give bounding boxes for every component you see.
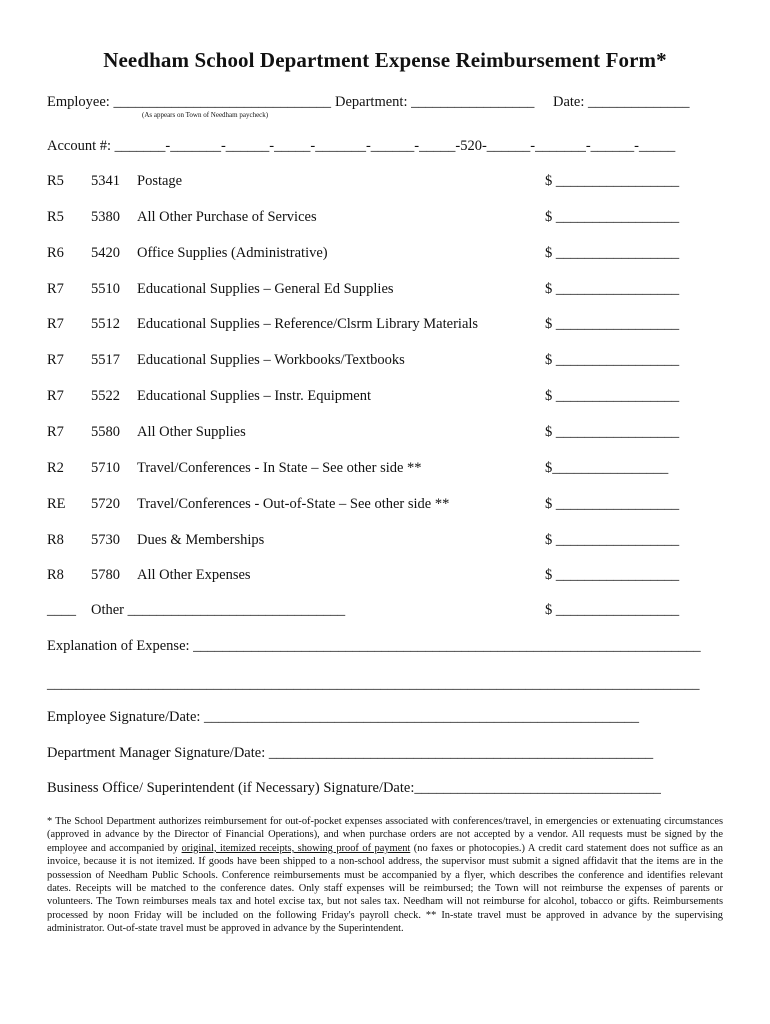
row-amount-field[interactable]: $ _________________ <box>545 532 680 548</box>
row-code: R5 <box>47 209 64 225</box>
manager-signature-field[interactable]: Department Manager Signature/Date: _____________________________________________________ <box>47 745 654 761</box>
row-account-number: 5380 <box>91 209 120 225</box>
other-amount-field[interactable]: $ _________________ <box>545 602 680 618</box>
row-amount-field[interactable]: $ _________________ <box>545 281 680 297</box>
account-number-field[interactable]: Account #: _______-_______-______-_____-_______-______-_____-520-______-_______-______-_____ <box>47 138 676 154</box>
row-code: R8 <box>47 567 64 583</box>
row-account-number: 5420 <box>91 245 120 261</box>
row-code: R7 <box>47 388 64 404</box>
explanation-second-line[interactable]: __________________________________________________________________________________________ <box>47 676 700 692</box>
row-code: R7 <box>47 424 64 440</box>
row-account-number: 5720 <box>91 496 120 512</box>
row-amount-field[interactable]: $ _________________ <box>545 352 680 368</box>
row-account-number: 5512 <box>91 316 120 332</box>
row-account-number: 5710 <box>91 460 120 476</box>
row-description: All Other Purchase of Services <box>137 209 317 225</box>
other-expense-field[interactable]: Other ______________________________ <box>91 602 346 618</box>
row-description: Educational Supplies – Workbooks/Textbooks <box>137 352 405 368</box>
row-code: R7 <box>47 352 64 368</box>
row-amount-field[interactable]: $ _________________ <box>545 173 680 189</box>
row-account-number: 5510 <box>91 281 120 297</box>
row-amount-field[interactable]: $________________ <box>545 460 669 476</box>
row-code: R5 <box>47 173 64 189</box>
row-account-number: 5580 <box>91 424 120 440</box>
department-field[interactable]: Department: _________________ <box>335 94 535 110</box>
footnote-text-part2: (no faxes or photocopies.) A credit card statement does not suffice as an invoice, because it is not itemized. If goods have been shipped to a non-school address, the supervisor must submit a signed affidavit that the items are in the possession of Needham Public Schools. Conference reimbursements must be accompanied by a flyer, which describes the conference and identifies relevant dates. Receipts will be matched to the conference dates. Only staff expenses will be reimbursed; the Town will not reimburse the expenses of parents or volunteers. The Town reimburses meals tax and hotel excise tax, but not sales tax. Needham will not reimburse for alcohol, tobacco or gifts. Reimbursements processed by noon Friday will be included on the following Friday's payroll check. ** In-state travel must be approved in advance by the supervising administrator. Out-of-state travel must be approved in advance by the Superintendent. <box>47 842 723 935</box>
row-account-number: 5522 <box>91 388 120 404</box>
employee-signature-field[interactable]: Employee Signature/Date: ____________________________________________________________ <box>47 709 640 725</box>
row-amount-field[interactable]: $ _________________ <box>545 424 680 440</box>
row-amount-field[interactable]: $ _________________ <box>545 316 680 332</box>
row-amount-field[interactable]: $ _________________ <box>545 245 680 261</box>
business-office-signature-field[interactable]: Business Office/ Superintendent (if Necessary) Signature/Date:__________________________________ <box>47 780 661 796</box>
row-account-number: 5517 <box>91 352 120 368</box>
row-code: R6 <box>47 245 64 261</box>
row-code: R2 <box>47 460 64 476</box>
row-amount-field[interactable]: $ _________________ <box>545 567 680 583</box>
row-amount-field[interactable]: $ _________________ <box>545 496 680 512</box>
row-code: R7 <box>47 316 64 332</box>
row-amount-field[interactable]: $ _________________ <box>545 209 680 225</box>
other-code-blank[interactable]: ____ <box>47 602 76 618</box>
employee-field[interactable]: Employee: ______________________________ <box>47 94 331 110</box>
row-code: RE <box>47 496 66 512</box>
row-account-number: 5780 <box>91 567 120 583</box>
form-title: Needham School Department Expense Reimbursement Form* <box>103 48 667 72</box>
footnote-underlined-text: original, itemized receipts, showing proof of payment <box>181 842 411 854</box>
row-description: Dues & Memberships <box>137 532 265 548</box>
payroll-name-note: (As appears on Town of Needham paycheck) <box>142 111 269 119</box>
row-amount-field[interactable]: $ _________________ <box>545 388 680 404</box>
row-description: Educational Supplies – Reference/Clsrm Library Materials <box>137 316 479 332</box>
row-description: Travel/Conferences - Out-of-State – See other side ** <box>137 496 450 512</box>
row-description: All Other Expenses <box>137 567 251 583</box>
row-code: R8 <box>47 532 64 548</box>
row-account-number: 5730 <box>91 532 120 548</box>
row-description: Postage <box>137 173 183 189</box>
footnote-text-part1: * The School Department authorizes reimbursement for out-of-pocket expenses associated with conferences/travel, in emergencies or extenuating circumstances (approved in advance by the Director of Financial Operations), and when purchase orders are not accepted by a vendor. All requests must be signed by the employee and accompanied by <box>47 816 723 854</box>
row-account-number: 5341 <box>91 173 120 189</box>
explanation-field[interactable]: Explanation of Expense: ______________________________________________________________________ <box>47 638 701 654</box>
row-description: All Other Supplies <box>137 424 246 440</box>
date-field[interactable]: Date: ______________ <box>553 94 690 110</box>
footnote <box>47 815 723 936</box>
row-description: Travel/Conferences - In State – See other side ** <box>137 460 422 476</box>
row-code: R7 <box>47 281 64 297</box>
row-description: Office Supplies (Administrative) <box>137 245 328 261</box>
row-description: Educational Supplies – Instr. Equipment <box>137 388 371 404</box>
row-description: Educational Supplies – General Ed Supplies <box>137 281 394 297</box>
